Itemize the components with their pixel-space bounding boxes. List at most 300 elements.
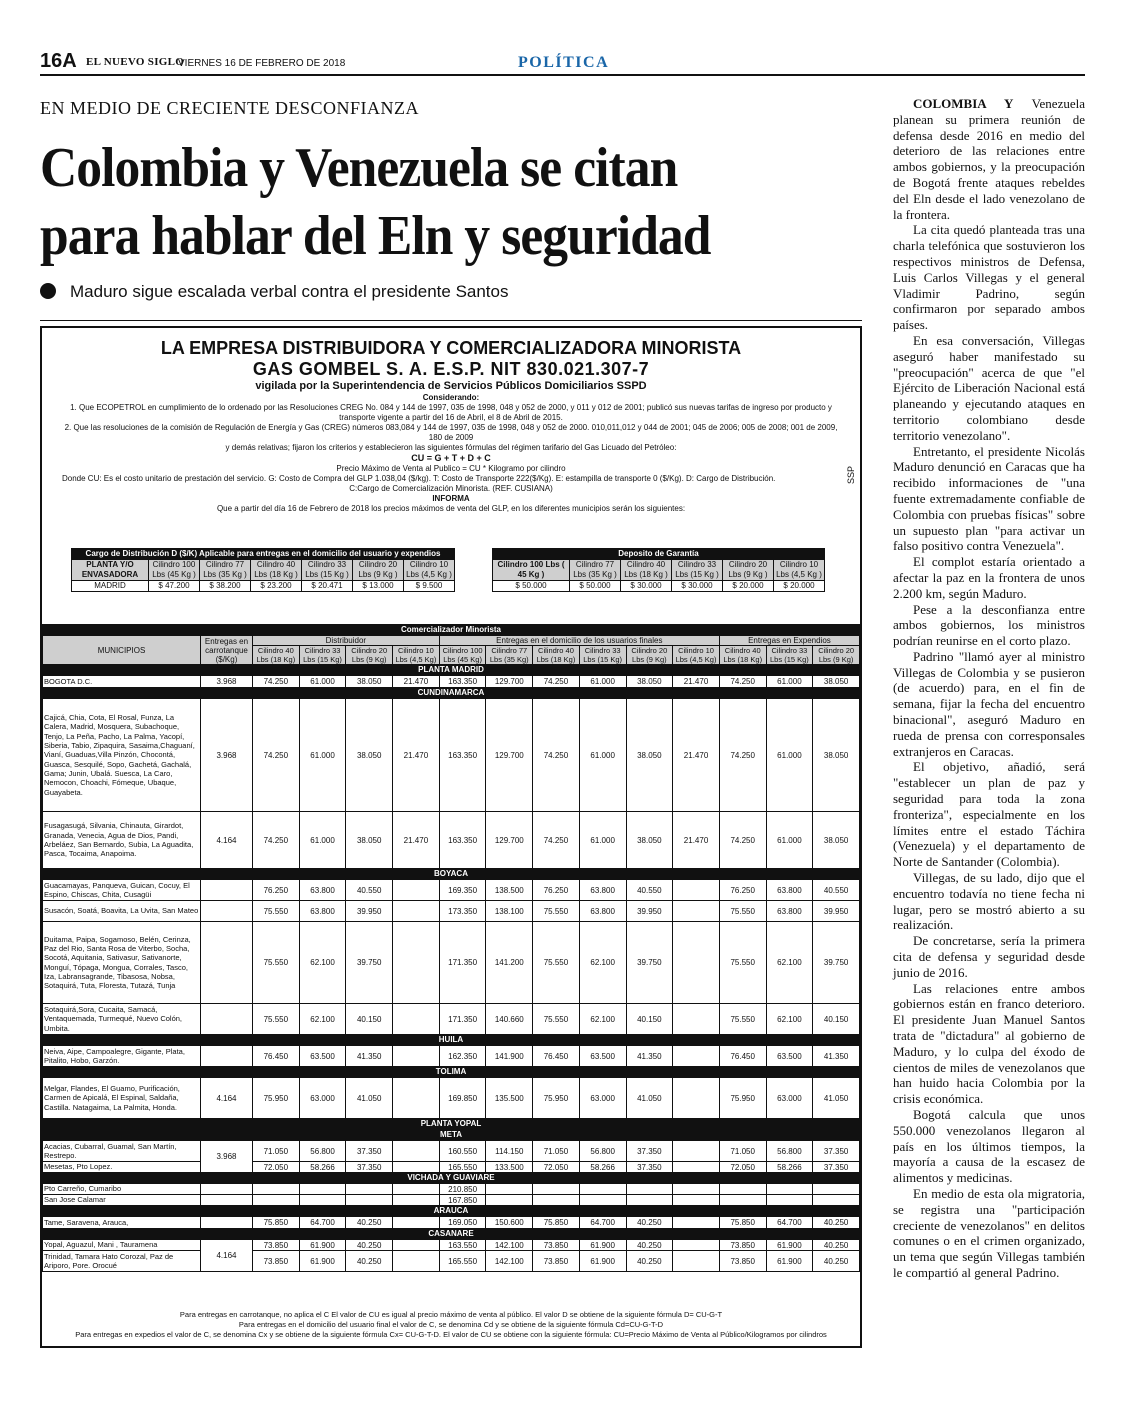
article-paragraph: Entretanto, el presidente Nicolás Maduro denunció en Caracas que ha recibido informaciones de "una fuente extremadamente confiable de Colombia con pruebas físicas" sobre un supuesto plan "para activar un falso positivo contra Venezuela". <box>893 443 1085 554</box>
region-header-row <box>43 1206 860 1217</box>
t3-col-header: Cilindro 10 Lbs (4,5 Kg) <box>393 646 440 665</box>
price-cell: 40.250 <box>346 1251 393 1272</box>
distribution-charge-table <box>71 548 455 592</box>
carrotanque-cell <box>201 880 253 901</box>
t3-col-header: Cilindro 20 Lbs (9 Kg) <box>813 646 860 665</box>
municipios-cell: Sotaquirá,Sora, Cucaita, Samacá, Ventaquemada, Turmequé, Nuevo Colón, Umbita. <box>43 1004 201 1035</box>
t1-rowhead: PLANTA Y/O ENVASADORA <box>72 560 149 581</box>
price-cell: 41.350 <box>346 1046 393 1067</box>
price-cell: 38.050 <box>813 812 860 869</box>
table-row <box>43 922 860 1004</box>
price-cell: 169.050 <box>439 1217 486 1229</box>
price-cell: 74.250 <box>533 699 580 812</box>
price-cell: 75.550 <box>253 1004 300 1035</box>
t3-group-domicilio: Entregas en el domicilio de los usuarios finales <box>439 636 719 646</box>
t1-col: Cilindro 40 Lbs (18 Kg ) <box>251 560 302 581</box>
t3-col-header: Cilindro 33 Lbs (15 Kg) <box>766 646 813 665</box>
t2-cell: $ 50.000 <box>493 581 570 592</box>
price-cell: 71.050 <box>719 1141 766 1162</box>
t3-body <box>43 665 860 1272</box>
headline-line-2: para hablar del Eln y seguridad <box>40 205 711 267</box>
region-header-row <box>43 1067 860 1078</box>
price-cell: 63.000 <box>299 1078 346 1119</box>
table-row <box>43 1240 860 1251</box>
price-cell <box>393 1004 440 1035</box>
price-cell: 21.470 <box>673 676 720 688</box>
price-cell: 74.250 <box>719 699 766 812</box>
price-cell: 63.500 <box>299 1046 346 1067</box>
price-cell: 75.550 <box>719 1004 766 1035</box>
table-row <box>43 1217 860 1229</box>
bullet-icon <box>40 283 56 299</box>
price-cell: 141.900 <box>486 1046 533 1067</box>
t1-cell: $ 23.200 <box>251 581 302 592</box>
municipios-cell: Fusagasugá, Silvania, Chinauta, Girardot, Granada, Venecia, Agua de Dios, Pandi, Arbeláez, San Bernardo, Subia, La Aguadita, Pasca, Tocaima, Anapoima. <box>43 812 201 869</box>
headline-line-1: Colombia y Venezuela se citan <box>40 137 678 199</box>
ad-donde: Donde CU: Es el costo unitario de prestación del servicio. G: Costo de Compra del GLP 1.038,04 ($/kg). T: Costo de Transporte 222($/Kg). E: estampilla de transporte 0 ($/Kg). D: Cargo de Distribución. <box>62 474 776 483</box>
price-cell: 61.000 <box>766 812 813 869</box>
price-cell <box>673 880 720 901</box>
carrotanque-cell: 4.164 <box>201 1078 253 1119</box>
price-cell: 75.850 <box>533 1217 580 1229</box>
t2-cell: $ 50.000 <box>570 581 621 592</box>
price-cell: 38.050 <box>626 812 673 869</box>
region-header-row <box>43 1130 860 1141</box>
price-cell <box>673 1162 720 1173</box>
region-header: ARAUCA <box>43 1206 860 1217</box>
price-cell: 37.350 <box>813 1141 860 1162</box>
price-cell: 61.900 <box>766 1240 813 1251</box>
price-cell <box>813 1195 860 1206</box>
article-paragraph: Bogotá calcula que unos 550.000 venezolanos llegaron al país en los últimos tiempos, la mayoría a causa de la escasez de alimentos y medicinas. <box>893 1107 1085 1186</box>
price-cell: 76.450 <box>719 1046 766 1067</box>
price-cell <box>673 1046 720 1067</box>
price-cell: 40.250 <box>626 1217 673 1229</box>
ad-paragraph-2: 2. Que las resoluciones de la comisión de Regulación de Energía y Gas (CREG) números 083,084 y 144 de 1997, 035 de 1998, 048 y 052 de 2000. 010,011,012 y 044 de 2001; 045 de 2006; 005 de 2008; 001 de 2009, 180 de 2009 <box>64 423 838 442</box>
price-cell: 37.350 <box>626 1162 673 1173</box>
price-cell: 73.850 <box>533 1251 580 1272</box>
price-cell: 40.250 <box>813 1240 860 1251</box>
price-cell <box>393 1251 440 1272</box>
price-cell <box>673 1141 720 1162</box>
price-cell: 37.350 <box>346 1141 393 1162</box>
price-cell: 40.150 <box>346 1004 393 1035</box>
price-cell: 129.700 <box>486 812 533 869</box>
price-cell <box>486 1195 533 1206</box>
t2-title: Deposito de Garantía <box>493 549 825 560</box>
region-header: BOYACA <box>43 869 860 880</box>
subhead-text: Maduro sigue escalada verbal contra el presidente Santos <box>70 282 509 301</box>
municipios-cell: Cajicá, Chia, Cota, El Rosal, Funza, La Calera, Madrid, Mosquera, Subachoque, Tenjo, La Peña, Pacho, La Palma, Yacopí, Siberia, Tabio, Zipaquira, Sasaima,Chaguaní, Vianí, Guaduas,Villa Pinzón, Chocontá, Guasca, Sesquilé, Sopo, Gachetá, Gachalá, Gama; Junin, Ubalá. Suesca, La Caro, Nemocon, Choachi, Fómeque, Ubaque, Guayabeta. <box>43 699 201 812</box>
price-cell <box>393 1240 440 1251</box>
price-cell: 38.050 <box>626 676 673 688</box>
price-cell: 38.050 <box>813 699 860 812</box>
price-cell <box>673 901 720 922</box>
price-cell: 160.550 <box>439 1141 486 1162</box>
t3-col-header: Cilindro 100 Lbs (45 Kg) <box>439 646 486 665</box>
price-cell: 37.350 <box>626 1141 673 1162</box>
price-cell: 40.250 <box>346 1240 393 1251</box>
price-cell: 61.000 <box>299 812 346 869</box>
price-cell: 40.550 <box>346 880 393 901</box>
carrotanque-cell <box>201 1217 253 1229</box>
price-cell: 62.100 <box>579 922 626 1004</box>
price-cell: 74.250 <box>719 676 766 688</box>
table-row <box>43 1141 860 1162</box>
table-row <box>43 1162 860 1173</box>
price-cell: 40.250 <box>626 1251 673 1272</box>
price-cell: 61.900 <box>299 1240 346 1251</box>
ad-formula: CU = G + T + D + C <box>411 453 491 463</box>
price-cell: 40.250 <box>813 1251 860 1272</box>
price-cell: 74.250 <box>533 812 580 869</box>
t1-col: Cilindro 10 Lbs (4,5 Kg ) <box>404 560 455 581</box>
price-cell: 62.100 <box>766 1004 813 1035</box>
price-cell: 61.000 <box>579 676 626 688</box>
price-cell: 74.250 <box>533 676 580 688</box>
region-header: PLANTA MADRID <box>43 665 860 676</box>
ad-title-2: GAS GOMBEL S. A. E.S.P. NIT 830.021.307-7 <box>252 359 650 379</box>
price-cell: 210.850 <box>439 1184 486 1195</box>
article-paragraph: Padrino "llamó ayer al ministro Villegas de Colombia y se pusieron (de acuerdo) para, en el fin de semana, fijar la fecha del encuentro binacional", aseguró Maduro en rueda de prensa con corresponsales extranjeros en Caracas. <box>893 648 1085 759</box>
price-cell: 61.900 <box>299 1251 346 1272</box>
article-lead: COLOMBIA Y <box>913 96 1014 111</box>
price-cell: 61.000 <box>766 699 813 812</box>
price-cell: 41.350 <box>626 1046 673 1067</box>
price-cell: 167.850 <box>439 1195 486 1206</box>
price-cell: 61.000 <box>299 699 346 812</box>
price-cell: 39.750 <box>813 922 860 1004</box>
price-cell: 41.050 <box>346 1078 393 1119</box>
price-cell: 61.900 <box>579 1251 626 1272</box>
t1-cell: MADRID <box>72 581 149 592</box>
t3-top: Comercializador Minorista <box>43 625 860 636</box>
region-header: CASANARE <box>43 1229 860 1240</box>
price-cell: 173.350 <box>439 901 486 922</box>
t3-col-header: Cilindro 40 Lbs (18 Kg) <box>533 646 580 665</box>
t2-cell: $ 30.000 <box>672 581 723 592</box>
municipios-cell: Mesetas, Pto Lopez. <box>43 1162 201 1173</box>
municipios-cell: San Jose Calamar <box>43 1195 201 1206</box>
section-label: POLÍTICA <box>518 54 610 71</box>
region-header-row <box>43 869 860 880</box>
price-cell: 75.550 <box>719 922 766 1004</box>
municipios-cell: Acacias, Cubarral, Guamal, San Martín, Restrepo. <box>43 1141 201 1162</box>
t3-group-expendios: Entregas en Expendios <box>719 636 859 646</box>
price-cell: 56.800 <box>299 1141 346 1162</box>
price-cell: 58.266 <box>299 1162 346 1173</box>
t3-municipios-header: MUNICIPIOS <box>43 636 201 665</box>
article-paragraph: Villegas, de su lado, dijo que el encuentro todavía no tiene fecha ni lugar, pero se mostró abierto a su realización. <box>893 870 1085 933</box>
price-cell <box>253 1184 300 1195</box>
price-cell: 61.000 <box>766 676 813 688</box>
price-cell: 73.850 <box>253 1251 300 1272</box>
price-cell: 141.200 <box>486 922 533 1004</box>
issue-date: VIERNES 16 DE FEBRERO DE 2018 <box>178 58 346 69</box>
t2-col: Cilindro 10 Lbs (4,5 Kg ) <box>774 560 825 581</box>
price-cell <box>626 1184 673 1195</box>
region-header: TOLIMA <box>43 1067 860 1078</box>
carrotanque-cell: 3.968 <box>201 699 253 812</box>
price-cell: 63.800 <box>299 901 346 922</box>
ad-paragraph-1: 1. Que ECOPETROL en cumplimiento de lo ordenado por las Resoluciones CREG No. 084 y 144 de 1997, 035 de 1998, 048 y 052 de 2000, y 011 y 012 de 2001; publicó sus nuevas tarifas de ingreso por producto y transporte vigente a partir del 16 de Abril, el 8 de Abril de 2015. <box>70 403 832 422</box>
ad-footnotes <box>42 1310 860 1340</box>
ad-title-1: LA EMPRESA DISTRIBUIDORA Y COMERCIALIZADORA MINORISTA <box>160 338 742 358</box>
article-kicker: EN MEDIO DE CRECIENTE DESCONFIANZA <box>40 98 419 118</box>
ad-informa: INFORMA <box>432 494 470 503</box>
price-cell: 163.350 <box>439 676 486 688</box>
region-header-row <box>43 665 860 676</box>
municipios-cell: Duitama, Paipa, Sogamoso, Belén, Cerinza, Paz del Rio, Santa Rosa de Viterbo, Socha, Socotá, Aquitania, Sativasur, Sativanorte, Monguí, Tópaga, Mongua, Corrales, Tasco, Iza, Labransagrande, Tibasosa, Nobsa, Sotaquirá, Tuta, Floresta, Tutazá, Tunja <box>43 922 201 1004</box>
price-cell <box>579 1195 626 1206</box>
price-cell: 61.000 <box>579 699 626 812</box>
price-cell: 165.550 <box>439 1162 486 1173</box>
price-cell: 76.250 <box>719 880 766 901</box>
masthead <box>40 50 1085 76</box>
price-cell: 38.050 <box>346 812 393 869</box>
price-cell: 39.950 <box>813 901 860 922</box>
price-cell: 76.250 <box>253 880 300 901</box>
price-cell: 63.500 <box>579 1046 626 1067</box>
ad-precio: Precio Máximo de Venta al Publico = CU * Kilogramo por cilindro <box>336 464 566 473</box>
price-cell: 73.850 <box>719 1251 766 1272</box>
article-paragraph: El objetivo, añadió, será "establecer un plan de paz y seguridad para toda la zona fronteriza", especialmente en los límites entre el estado Táchira (Venezuela) y el departamento de Norte de Santander (Colombia). <box>893 759 1085 870</box>
t3-col-header: Cilindro 10 Lbs (4,5 Kg) <box>673 646 720 665</box>
price-cell: 62.100 <box>579 1004 626 1035</box>
price-cell: 72.050 <box>719 1162 766 1173</box>
price-cell: 40.550 <box>813 880 860 901</box>
price-cell: 74.250 <box>253 676 300 688</box>
table-row <box>43 1046 860 1067</box>
ad-paragraph-3: y demás relativas; fijaron los criterios y establecieron las siguientes fórmulas del régimen tarifario del Gas Licuado del Petróleo: <box>225 443 677 452</box>
region-header-row <box>43 1229 860 1240</box>
price-cell <box>393 901 440 922</box>
price-cell <box>673 1184 720 1195</box>
price-cell: 76.450 <box>533 1046 580 1067</box>
price-cell: 64.700 <box>299 1217 346 1229</box>
price-cell <box>673 1251 720 1272</box>
article-paragraph: La cita quedó planteada tras una charla telefónica que sostuvieron los respectivos ministros de Defensa, Luis Carlos Villegas y el general Vladimir Padrino, según confirmaron por separado ambos países. <box>893 222 1085 333</box>
table-row <box>43 812 860 869</box>
price-cell: 40.250 <box>626 1240 673 1251</box>
table-row <box>43 880 860 901</box>
price-cell: 76.250 <box>533 880 580 901</box>
price-cell: 40.150 <box>626 1004 673 1035</box>
price-cell: 21.470 <box>673 699 720 812</box>
price-cell: 150.600 <box>486 1217 533 1229</box>
municipios-cell: BOGOTA D.C. <box>43 676 201 688</box>
t3-carrotanque-header: Entregas en carrotanque ($/Kg) <box>201 636 253 665</box>
price-cell <box>299 1184 346 1195</box>
price-cell: 138.100 <box>486 901 533 922</box>
price-cell: 74.250 <box>719 812 766 869</box>
article-paragraph: Pese a la desconfianza entre ambos gobiernos, los ministros podrían reunirse en el corto plazo. <box>893 601 1085 649</box>
tariff-advertisement <box>40 326 862 1348</box>
t1-col: Cilindro 77 Lbs (35 Kg ) <box>200 560 251 581</box>
price-cell <box>486 1184 533 1195</box>
price-cell <box>346 1184 393 1195</box>
table-row <box>43 1195 860 1206</box>
table-row <box>43 1251 860 1272</box>
article-paragraph: En esa conversación, Villegas aseguró haber manifestado su "preocupación" acerca de que "el Ejército de Liberación Nacional está planeando y ejecutando ataques en territorio colombiano desde territorio venezolano". <box>893 332 1085 443</box>
price-cell: 73.850 <box>719 1240 766 1251</box>
article-paragraph: Las relaciones entre ambos gobiernos están en franco deterioro. El presidente Juan Manuel Santos trata de "dictadura" al gobierno de Maduro, y lo culpa del éxodo de cientos de miles de venezolanos que han huido hacia Colombia por la crisis económica. <box>893 980 1085 1107</box>
price-cell: 41.350 <box>813 1046 860 1067</box>
price-cell: 75.850 <box>719 1217 766 1229</box>
t3-col-header: Cilindro 77 Lbs (35 Kg) <box>486 646 533 665</box>
carrotanque-cell: 3.968 <box>201 1141 253 1173</box>
table-row <box>43 699 860 812</box>
price-cell <box>533 1184 580 1195</box>
price-cell <box>719 1184 766 1195</box>
price-cell: 142.100 <box>486 1240 533 1251</box>
price-cell: 71.050 <box>533 1141 580 1162</box>
municipios-cell: Trinidad, Tamara Hato Corozal, Paz de Ariporo, Pore. Orocué <box>43 1251 201 1272</box>
price-cell: 73.850 <box>533 1240 580 1251</box>
price-cell <box>253 1195 300 1206</box>
price-cell <box>393 1046 440 1067</box>
ad-footnote-3: Para entregas en expedios el valor de C, se denomina Cx y se obtiene de la siguiente fórmula Cx= CU-G-T-D. El valor de CU se obtiene con la siguiente fórmula: CU=Precio Máximo de Venta al Público/Kilogramos por cilindros <box>75 1330 827 1339</box>
price-cell: 163.550 <box>439 1240 486 1251</box>
price-cell: 64.700 <box>766 1217 813 1229</box>
price-cell: 21.470 <box>393 676 440 688</box>
price-cell: 169.350 <box>439 880 486 901</box>
t3-col-header: Cilindro 40 Lbs (18 Kg) <box>253 646 300 665</box>
region-header: PLANTA YOPAL <box>43 1119 860 1130</box>
price-cell: 75.950 <box>253 1078 300 1119</box>
price-cell: 58.266 <box>579 1162 626 1173</box>
price-cell: 114.150 <box>486 1141 533 1162</box>
carrotanque-cell <box>201 901 253 922</box>
municipios-cell: Pto Carreño, Cumaribo <box>43 1184 201 1195</box>
table-row <box>43 1078 860 1119</box>
price-cell: 75.950 <box>719 1078 766 1119</box>
article-body <box>893 96 1085 1281</box>
price-cell: 63.000 <box>766 1078 813 1119</box>
carrotanque-cell: 4.164 <box>201 1240 253 1272</box>
price-cell: 62.100 <box>766 922 813 1004</box>
t2-col: Cilindro 20 Lbs (9 Kg ) <box>723 560 774 581</box>
price-cell: 38.050 <box>626 699 673 812</box>
price-cell: 171.350 <box>439 922 486 1004</box>
price-cell: 39.950 <box>346 901 393 922</box>
price-cell: 41.050 <box>626 1078 673 1119</box>
carrotanque-cell <box>201 1046 253 1067</box>
price-cell: 171.350 <box>439 1004 486 1035</box>
price-cell: 38.050 <box>346 699 393 812</box>
price-cell: 75.550 <box>533 922 580 1004</box>
page-number: 16A <box>40 50 77 72</box>
price-cell <box>393 922 440 1004</box>
price-cell <box>673 1217 720 1229</box>
carrotanque-cell: 4.164 <box>201 812 253 869</box>
price-cell: 61.900 <box>579 1240 626 1251</box>
price-cell: 40.150 <box>813 1004 860 1035</box>
price-cell <box>346 1195 393 1206</box>
price-cell <box>393 1078 440 1119</box>
t3-col-header: Cilindro 20 Lbs (9 Kg) <box>346 646 393 665</box>
ssp-mark: SSP <box>846 466 856 485</box>
price-cell <box>766 1184 813 1195</box>
newspaper-name: EL NUEVO SIGLO <box>86 56 185 68</box>
price-cell: 75.850 <box>253 1217 300 1229</box>
article-subhead <box>40 282 509 302</box>
t1-cell: $ 38.200 <box>200 581 251 592</box>
ad-footnote-1: Para entregas en carrotanque, no aplica el C El valor de CU es igual al precio máximo de venta al público. El valor D se obtiene de la siguiente fórmula D= CU-G-T <box>179 1310 723 1319</box>
price-cell: 73.850 <box>253 1240 300 1251</box>
municipios-cell: Guacamayas, Panqueva, Guican, Cocuy, El Espino, Chiscas, Chita, Cusagüi <box>43 880 201 901</box>
t2-col: Cilindro 33 Lbs (15 Kg ) <box>672 560 723 581</box>
price-cell: 75.550 <box>719 901 766 922</box>
price-cell: 63.500 <box>766 1046 813 1067</box>
price-cell: 63.800 <box>299 880 346 901</box>
price-cell: 38.050 <box>346 676 393 688</box>
price-cell: 72.050 <box>253 1162 300 1173</box>
price-cell: 61.000 <box>299 676 346 688</box>
price-cell: 21.470 <box>393 812 440 869</box>
price-cell: 61.900 <box>766 1251 813 1272</box>
price-cell: 129.700 <box>486 699 533 812</box>
price-cell <box>719 1195 766 1206</box>
price-cell: 162.350 <box>439 1046 486 1067</box>
price-cell: 40.250 <box>346 1217 393 1229</box>
price-cell: 58.266 <box>766 1162 813 1173</box>
t3-col-header: Cilindro 40 Lbs (18 Kg) <box>719 646 766 665</box>
region-header-row <box>43 1173 860 1184</box>
price-cell: 63.000 <box>579 1078 626 1119</box>
price-cell: 75.550 <box>253 901 300 922</box>
price-cell: 37.350 <box>813 1162 860 1173</box>
deposit-table <box>492 548 825 592</box>
t3-col-header: Cilindro 20 Lbs (9 Kg) <box>626 646 673 665</box>
price-cell: 41.050 <box>813 1078 860 1119</box>
t1-cell: $ 13.000 <box>353 581 404 592</box>
ad-footnote-2: Para entregas en el domicilio del usuario final el valor de C, se denomina Cd y se obtiene de la siguiente fórmula Cd=CU-G-T-D <box>238 1320 664 1329</box>
carrotanque-cell <box>201 1184 253 1195</box>
region-header: CUNDINAMARCA <box>43 688 860 699</box>
carrotanque-cell <box>201 922 253 1004</box>
table-row <box>43 1004 860 1035</box>
price-cell: 163.350 <box>439 812 486 869</box>
price-cell: 39.750 <box>346 922 393 1004</box>
t3-col-header: Cilindro 33 Lbs (15 Kg) <box>299 646 346 665</box>
price-cell <box>626 1195 673 1206</box>
price-cell: 140.660 <box>486 1004 533 1035</box>
t1-col: Cilindro 20 Lbs (9 Kg ) <box>353 560 404 581</box>
headline-rule <box>40 320 862 321</box>
price-table <box>42 624 860 1272</box>
table-row <box>43 1184 860 1195</box>
region-header: META <box>43 1130 860 1141</box>
t1-title: Cargo de Distribución D ($/K) Aplicable para entregas en el domicilio del usuario y expendios <box>72 549 455 560</box>
price-cell <box>533 1195 580 1206</box>
article-paragraph: En medio de esta ola migratoria, se registra una "participación creciente de venezolanos" en delitos comunes o en el crimen organizado, un tema que según Villegas también le compartió al general Padrino. <box>893 1185 1085 1280</box>
region-header-row <box>43 688 860 699</box>
ad-considerando: Considerando: <box>422 393 480 402</box>
price-cell <box>299 1195 346 1206</box>
carrotanque-cell: 3.968 <box>201 676 253 688</box>
t2-cell: $ 20.000 <box>774 581 825 592</box>
t2-cell: $ 30.000 <box>621 581 672 592</box>
price-cell: 138.500 <box>486 880 533 901</box>
t1-cell: $ 47.200 <box>149 581 200 592</box>
price-cell: 37.350 <box>346 1162 393 1173</box>
article-paragraph: De concretarse, sería la primera cita de defensa y seguridad desde junio de 2016. <box>893 933 1085 980</box>
table-row <box>43 901 860 922</box>
price-cell: 62.100 <box>299 922 346 1004</box>
price-cell: 129.700 <box>486 676 533 688</box>
municipios-cell: Neiva, Aipe, Campoalegre, Gigante, Plata, Pitalito, Hobo, Garzón. <box>43 1046 201 1067</box>
